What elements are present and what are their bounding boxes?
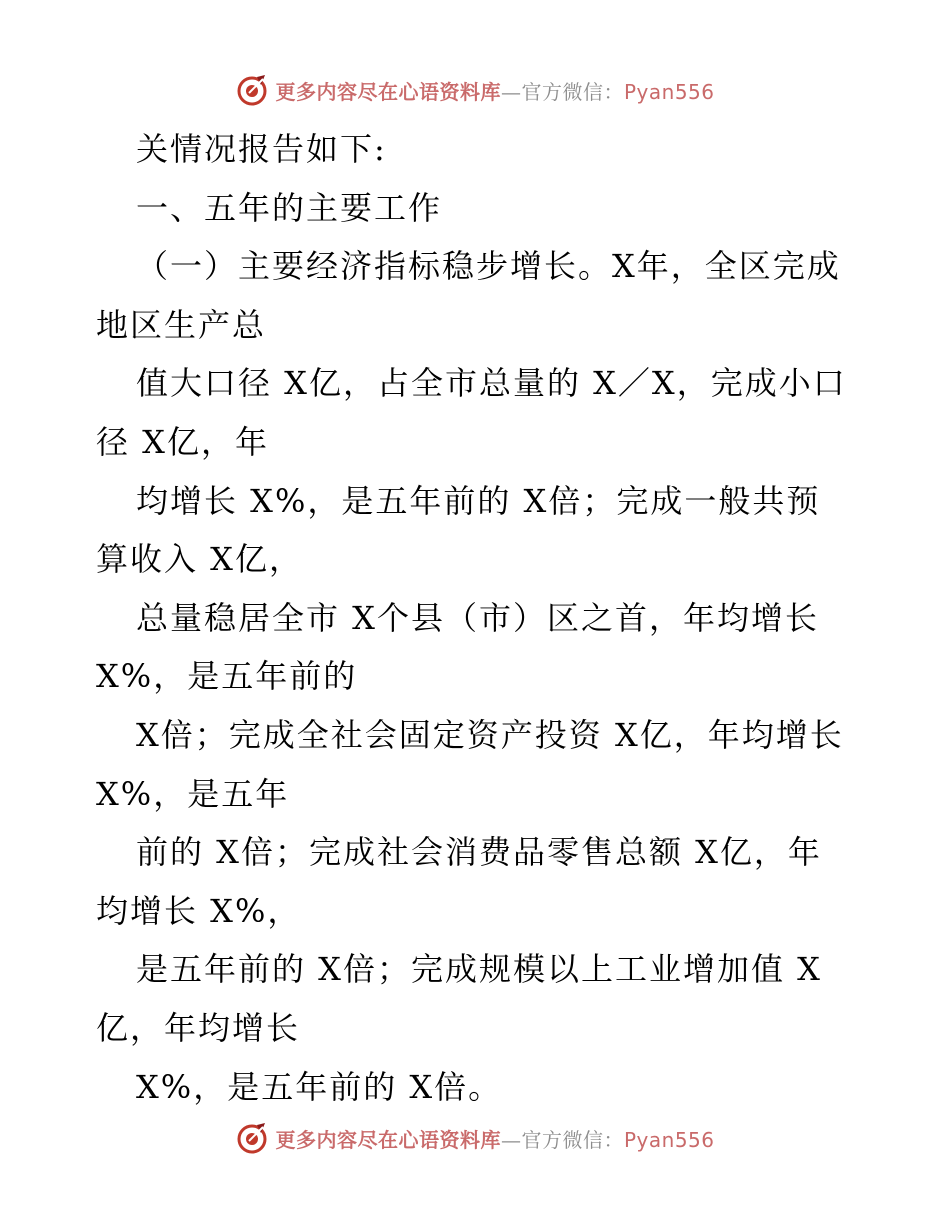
text-line: 前的 X倍；完成社会消费品零售总额 X亿，年	[136, 833, 822, 872]
text-line: 总量稳居全市 X个县（市）区之首，年均增长	[136, 598, 819, 637]
watermark-header	[0, 70, 950, 110]
text-line: X%，是五年前的 X倍。	[136, 1067, 503, 1106]
watermark-wechat-id: Pyan556	[623, 1127, 715, 1152]
watermark-dash: —	[500, 79, 522, 104]
text-line: 关情况报告如下:	[136, 130, 387, 168]
text-line: X%，是五年	[96, 774, 290, 813]
text-line: X%，是五年前的	[96, 657, 358, 696]
text-line: 亿，年均增长	[96, 1008, 301, 1047]
text-line: 均增长 X%，是五年前的 X倍；完成一般共预	[136, 481, 821, 520]
quill-logo-icon	[235, 1121, 269, 1155]
section-heading: 一、五年的主要工作	[136, 188, 443, 227]
watermark-dash: —	[500, 1127, 522, 1152]
text-line: X倍；完成全社会固定资产投资 X亿，年均增长	[136, 715, 844, 754]
watermark-official-label: 官方微信：	[521, 79, 624, 104]
text-line: 算收入 X亿，	[96, 540, 303, 579]
document-body	[96, 120, 856, 1116]
watermark-main-text: 更多内容尽在心语资料库	[275, 1127, 501, 1152]
watermark-footer	[0, 1118, 950, 1158]
text-line: 均增长 X%，	[96, 891, 302, 930]
text-line: 地区生产总	[96, 305, 267, 344]
watermark-main-text: 更多内容尽在心语资料库	[275, 79, 501, 104]
text-line: 值大口径 X亿，占全市总量的 X／X，完成小口	[136, 364, 847, 403]
quill-logo-icon	[235, 73, 269, 107]
text-line: 径 X亿，年	[96, 422, 269, 461]
watermark-official-label: 官方微信：	[521, 1127, 624, 1152]
text-line: （一）主要经济指标稳步增长。X年，全区完成	[136, 247, 841, 286]
watermark-wechat-id: Pyan556	[623, 79, 715, 104]
text-line: 是五年前的 X倍；完成规模以上工业增加值 X	[136, 950, 822, 989]
